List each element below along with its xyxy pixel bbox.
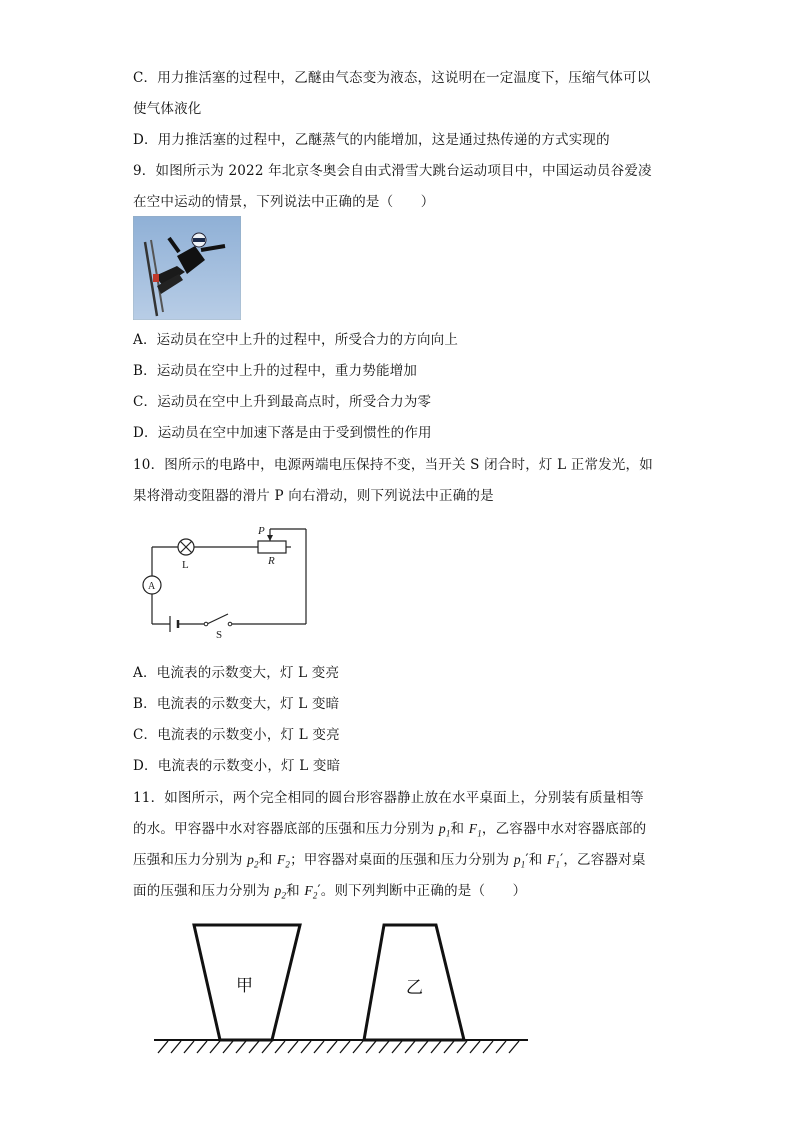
q10-option-b: B．电流表的示数变大，灯 L 变暗 [133, 696, 340, 712]
resistor-label: R [268, 555, 275, 567]
table-hatch-mark [314, 1041, 324, 1053]
table-hatch-mark [444, 1041, 454, 1053]
q9-stem-line1: 9．如图所示为 2022 年北京冬奥会自由式滑雪大跳台运动项目中，中国运动员谷爱凌 [133, 163, 652, 179]
containers-diagram [148, 915, 532, 1060]
table-hatch-mark [457, 1041, 467, 1053]
table-hatch-mark [431, 1041, 441, 1053]
table-hatch-mark [392, 1041, 402, 1053]
q8-option-d: D．用力推活塞的过程中，乙醚蒸气的内能增加，这是通过热传递的方式实现的 [133, 132, 610, 148]
table-hatch-mark [327, 1041, 337, 1053]
table-hatch-mark [496, 1041, 506, 1053]
q11-stem-line2: 的水。甲容器中水对容器底部的压强和压力分别为 $p_1$和 $F_1$，乙容器中水对容器底部的 [133, 821, 647, 839]
q9-option-b: B．运动员在空中上升的过程中，重力势能增加 [133, 363, 418, 379]
switch-label: S [216, 629, 223, 640]
q11-stem-line3: 压强和压力分别为 $p_2$和 $F_2$；甲容器对桌面的压强和压力分别为 $p_1'$和 $F_1'$，乙容器对桌 [133, 852, 646, 870]
table-hatch-mark [366, 1041, 376, 1053]
table-hatch-mark [418, 1041, 428, 1053]
container-right-label: 乙 [406, 978, 423, 998]
table-hatch-mark [249, 1041, 259, 1053]
q10-stem-line1: 10．图所示的电路中，电源两端电压保持不变，当开关 S 闭合时，灯 L 正常发光，如 [133, 457, 653, 473]
q11-stem-line1: 11．如图所示，两个完全相同的圆台形容器静止放在水平桌面上，分别装有质量相等 [133, 790, 644, 806]
table-hatch-mark [509, 1041, 519, 1053]
table-hatch-mark [210, 1041, 220, 1053]
table-hatch-mark [405, 1041, 415, 1053]
q10-option-c: C．电流表的示数变小，灯 L 变亮 [133, 727, 340, 743]
q9-option-a: A．运动员在空中上升的过程中，所受合力的方向向上 [133, 332, 459, 348]
table-hatch-mark [301, 1041, 311, 1053]
slider-label: P [258, 525, 265, 537]
table-hatch-mark [353, 1041, 363, 1053]
table-hatch-mark [483, 1041, 493, 1053]
container-left-label: 甲 [236, 976, 253, 996]
ammeter-label: A [148, 581, 156, 592]
circuit-diagram [136, 520, 316, 640]
switch-symbol [207, 614, 228, 624]
q8-option-c-line1: C．用力推活塞的过程中，乙醚由气态变为液态，这说明在一定温度下，压缩气体可以 [133, 70, 651, 86]
q9-option-c: C．运动员在空中上升到最高点时，所受合力为零 [133, 394, 432, 410]
skier-photo [133, 216, 241, 320]
table-hatch-mark [275, 1041, 285, 1053]
q11-stem-line4: 面的压强和压力分别为 $p_2$和 $F_2'$。则下列判断中正确的是（ ） [133, 883, 527, 901]
q8-option-c-line2: 使气体液化 [133, 101, 202, 117]
q10-stem-line2: 果将滑动变阻器的滑片 P 向右滑动，则下列说法中正确的是 [133, 488, 494, 504]
q9-option-d: D．运动员在空中加速下落是由于受到惯性的作用 [133, 425, 432, 441]
table-hatch-mark [197, 1041, 207, 1053]
table-hatch-mark [470, 1041, 480, 1053]
table-hatch-mark [340, 1041, 350, 1053]
table-hatch-mark [184, 1041, 194, 1053]
lamp-label: L [182, 559, 189, 571]
table-hatch-mark [288, 1041, 298, 1053]
table-hatch-mark [223, 1041, 233, 1053]
q9-stem-line2: 在空中运动的情景，下列说法中正确的是（ ） [133, 194, 435, 210]
table-hatch-mark [158, 1041, 168, 1053]
table-hatch-mark [379, 1041, 389, 1053]
resistor-symbol [258, 541, 286, 553]
q10-option-a: A．电流表的示数变大，灯 L 变亮 [133, 665, 340, 681]
table-hatch-mark [262, 1041, 272, 1053]
table-hatch-mark [171, 1041, 181, 1053]
table-hatch-mark [236, 1041, 246, 1053]
q10-option-d: D．电流表的示数变小，灯 L 变暗 [133, 758, 341, 774]
